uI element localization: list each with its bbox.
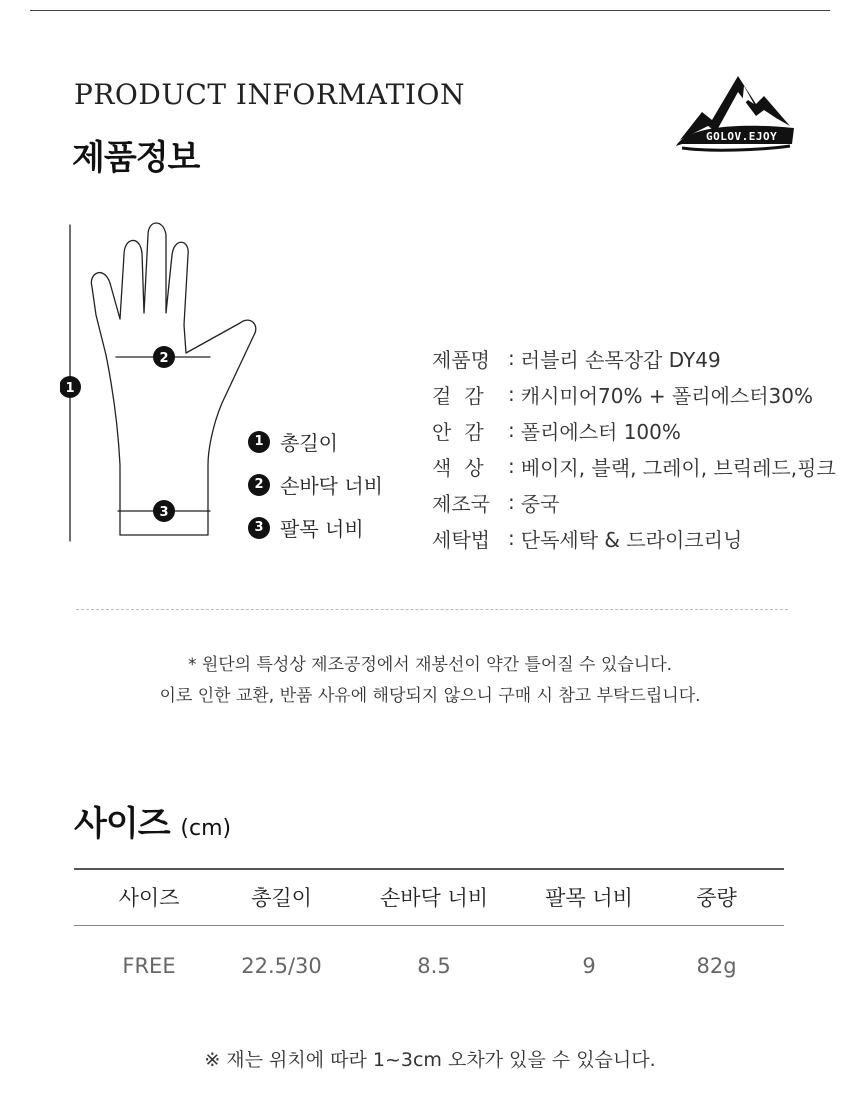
legend-number: 2: [248, 474, 270, 496]
table-cell: FREE: [122, 954, 176, 978]
legend-label: 총길이: [280, 431, 338, 455]
logo-wordmark: GOLOV.EJOY: [706, 130, 778, 143]
spec-label: 안감: [432, 419, 497, 444]
column-header: 총길이: [251, 886, 312, 910]
spec-row: 안감 : 폴리에스터 100%: [432, 412, 836, 448]
table-row: [74, 954, 784, 978]
top-divider: [30, 10, 830, 11]
spec-row: 제조국 : 중국: [432, 484, 836, 520]
legend-item: [248, 506, 383, 549]
table-cell: 22.5/30: [241, 954, 322, 978]
notice-line: 이로 인한 교환, 반품 사유에 해당되지 않으니 구매 시 참고 부탁드립니다.: [159, 686, 701, 706]
size-table-header: [74, 882, 784, 912]
spec-value: 폴리에스터 100%: [520, 419, 681, 444]
spec-value: 캐시미어70% + 폴리에스터30%: [520, 383, 814, 408]
spec-label: 겉감: [432, 383, 497, 408]
spec-value: 단독세탁 & 드라이크리닝: [520, 527, 743, 552]
table-cell: 8.5: [417, 954, 451, 978]
legend-item: [248, 463, 383, 506]
spec-row: 겉감 : 캐시미어70% + 폴리에스터30%: [432, 376, 836, 412]
size-title-text: 사이즈: [74, 804, 170, 844]
column-header: 팔목 너비: [545, 886, 633, 910]
spec-label: 색상: [432, 455, 497, 480]
spec-label: 제품명: [432, 347, 490, 372]
table-cell: 9: [582, 954, 596, 978]
spec-list: [432, 340, 836, 556]
spec-row: 제품명 : 러블리 손목장갑 DY49: [432, 340, 836, 376]
legend-label: 손바닥 너비: [280, 474, 383, 498]
production-notice: [0, 650, 860, 712]
legend-label: 팔목 너비: [280, 517, 364, 541]
legend-number: 3: [248, 517, 270, 539]
spec-row: 세탁법 : 단독세탁 & 드라이크리닝: [432, 520, 836, 556]
legend-number: 1: [248, 431, 270, 453]
spec-value: 베이지, 블랙, 그레이, 브릭레드,핑크: [520, 455, 836, 480]
dashed-divider: [76, 609, 788, 610]
table-top-border: [74, 868, 784, 870]
measurement-footnote: ※ 재는 위치에 따라 1~3cm 오차가 있을 수 있습니다.: [204, 1049, 656, 1071]
notice-line: * 원단의 특성상 제조공정에서 재봉선이 약간 틀어질 수 있습니다.: [187, 655, 673, 675]
spec-row: 색상 : 베이지, 블랙, 그레이, 브릭레드,핑크: [432, 448, 836, 484]
spec-label: 제조국: [432, 491, 490, 516]
marker-label-2: 2: [159, 351, 169, 366]
table-header-divider: [74, 925, 784, 926]
size-unit: (cm): [180, 816, 232, 841]
spec-value: 중국: [520, 491, 560, 516]
measurement-legend: [248, 420, 383, 549]
section-title-en: PRODUCT INFORMATION: [74, 78, 465, 111]
spec-value: 러블리 손목장갑 DY49: [520, 347, 721, 372]
marker-label-3: 3: [159, 505, 169, 520]
legend-item: [248, 420, 383, 463]
section-title-ko: 제품정보: [72, 138, 200, 178]
table-cell: 82g: [696, 954, 737, 978]
spec-label: 세탁법: [432, 527, 490, 552]
marker-label-1: 1: [65, 381, 75, 396]
size-section-title: [74, 796, 231, 845]
column-header: 중량: [696, 886, 737, 910]
column-header: 손바닥 너비: [379, 886, 489, 910]
column-header: 사이즈: [118, 886, 180, 910]
